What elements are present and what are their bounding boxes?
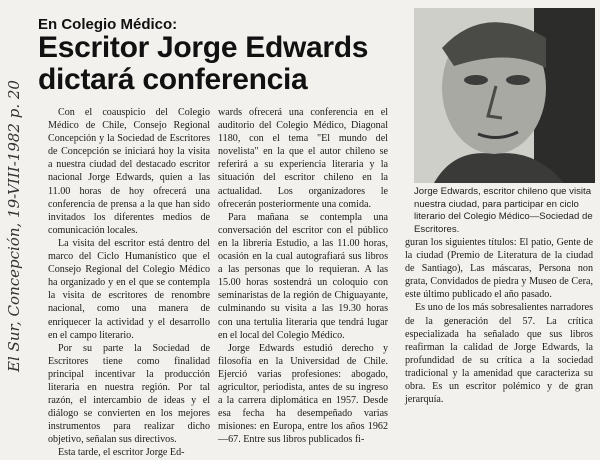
article-column-1 [48, 106, 210, 459]
paragraph: Con el coauspicio del Colegio Médico de Chile, Consejo Regional Concepción y la Sociedad de Escritores de Concepción se iniciará hoy la visita a nuestra ciudad del destacado escritor nacional Jorge Edwards, quien a las 11.00 horas de hoy ofrecerá una conferencia de prensa a la que han sido invitados los diferentes medios de comunicación locales. [48, 107, 210, 236]
paragraph: Por su parte la Sociedad de Escritores tiene como finalidad principal incentivar la producción literaria en nuestra región. Por tal razón, el intercambio de ideas y el diálogo se convierten en los mejores instrumentos para realizar dicho objetivo, señalan sus directivos. [48, 342, 210, 446]
handwritten-margin-note [2, 28, 26, 423]
paragraph: Jorge Edwards estudió derecho y filosofía en la Universidad de Chile. Ejerció varias profesiones: abogado, agricultor, periodista, antes de su ingreso a la carrera diplomática en 1957. Desde esa fecha ha desempeñado varias misiones: en Europa, entre los años 1962—67. Entre sus libros publicados fi- [218, 342, 388, 446]
author-photo [414, 8, 595, 183]
paragraph: guran los siguientes títulos: El patio, Gente de la ciudad (Premio de Literatura de la ciudad de Santiago), Las máscaras, Persona non grata, Convidados de piedra y Museo de Cera, este último publicado el año pasado. [405, 237, 593, 301]
article-headline: Escritor Jorge Edwards dictará conferencia [38, 31, 369, 96]
paragraph: Es uno de los más sobresalientes narradores de la generación del 57. La crítica especializada ha señalado que sus libros reafirman la calidad de Jorge Edwards, la profundidad de su crítica a la sociedad tradicional y la amenidad que caracteriza su obra. Es un escritor polémico y de gran jerarquía. [405, 302, 593, 406]
margin-note-text: El Sur, Concepción, 19-VIII-1982 p. 20 [5, 79, 23, 372]
article-column-2 [218, 106, 388, 446]
article-kicker: En Colegio Médico: [38, 16, 178, 33]
portrait-illustration [414, 8, 595, 183]
paragraph: Esta tarde, el escritor Jorge Ed- [58, 447, 185, 459]
paragraph: Para mañana se contempla una conversación del escritor con el público en la librería Estudio, a las 11.00 horas, ocasión en la cual autografiará sus libros a las personas que lo requieran. A las 15.00 horas sostendrá un coloquio con seminaristas de la región de Chiguayante, culminando su visita a las 19.30 horas con una tertulia literaria que tendrá lugar en el local del Colegio Médico. [218, 211, 388, 341]
article-column-3 [405, 236, 593, 424]
paragraph: wards ofrecerá una conferencia en el auditorio del Colegio Médico, Diagonal 1180, con el tema "El mundo del novelista" en la que el autor chileno se referirá a su experiencia literaria y la situación del escritor chileno en la actualidad. Los organizadores le ofrecerán posteriormente una comida. [218, 107, 388, 210]
paragraph: La visita del escritor está dentro del marco del Ciclo Humanístico que el Consejo Regional del Colegio Médico ha organizado y en el que se contempla la visita de escritores de renombre nacional, como una manera de enriquecer la actividad y el desarrollo en el campo literario. [48, 237, 210, 341]
photo-caption: Jorge Edwards, escritor chileno que visita nuestra ciudad, para participar en ciclo literario del Colegio Médico—Sociedad de Escritores. [414, 186, 593, 235]
